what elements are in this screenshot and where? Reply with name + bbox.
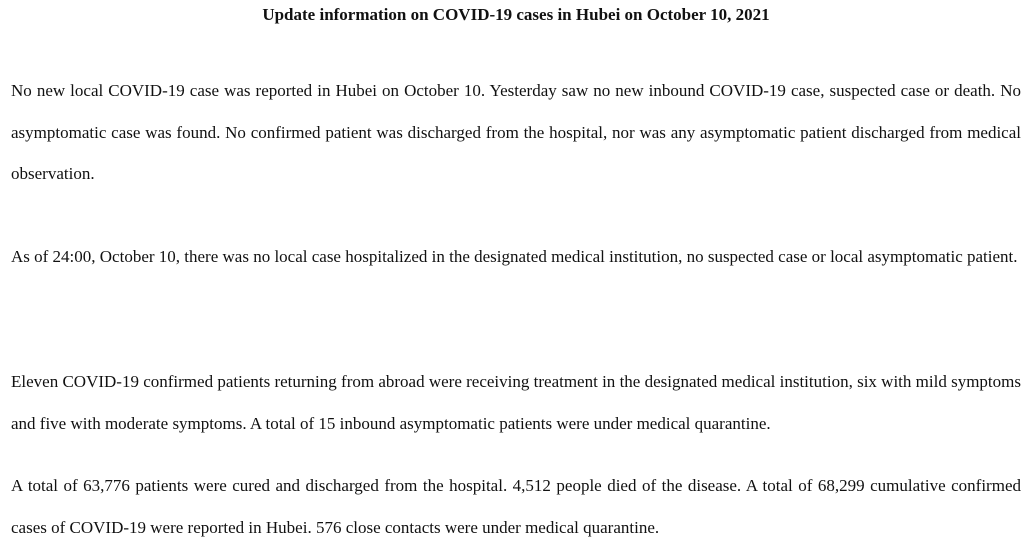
paragraph-inbound-patients: Eleven COVID-19 confirmed patients returning from abroad were receiving treatment in the designated medical institution, six with mild symptoms and five with moderate symptoms. A total of 15 inbound asymptomatic patients were under medical quarantine.	[11, 372, 1021, 433]
page-title: Update information on COVID-19 cases in Hubei on October 10, 2021	[262, 5, 770, 24]
paragraph-cumulative-totals: A total of 63,776 patients were cured and discharged from the hospital. 4,512 people died of the disease. A total of 68,299 cumulative confirmed cases of COVID-19 were reported in Hubei. 576 close contacts were under medical quarantine.	[11, 476, 1021, 537]
paragraph-local-status: As of 24:00, October 10, there was no local case hospitalized in the designated medical institution, no suspected case or local asymptomatic patient.	[11, 247, 1018, 266]
paragraph-new-cases: No new local COVID-19 case was reported in Hubei on October 10. Yesterday saw no new inbound COVID-19 case, suspected case or death. No asymptomatic case was found. No confirmed patient was discharged from the hospital, nor was any asymptomatic patient discharged from medical observation.	[11, 81, 1021, 183]
